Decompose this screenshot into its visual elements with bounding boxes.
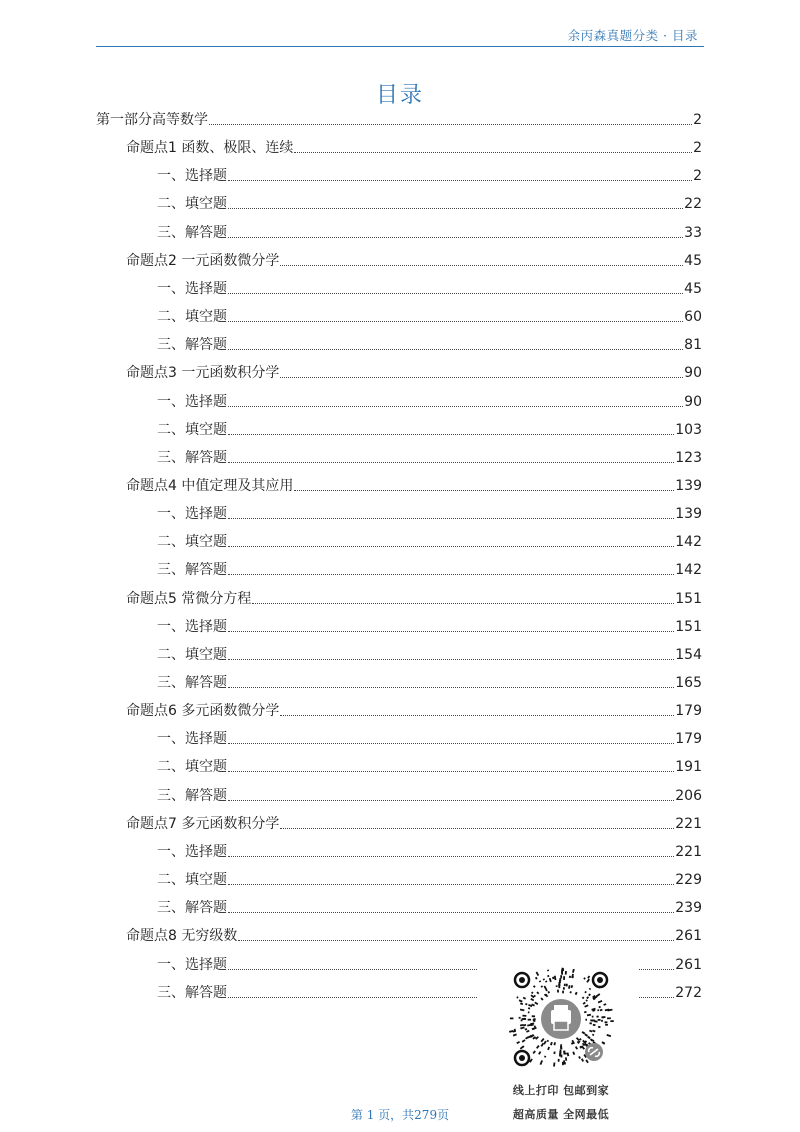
- toc-entry-label: 第一部分高等数学: [96, 112, 208, 128]
- toc-entry-page-tail: [638, 983, 702, 1003]
- toc-part-entry[interactable]: [96, 110, 702, 130]
- toc-entry-page: 90: [684, 393, 702, 410]
- toc-entry-page: 81: [684, 337, 702, 354]
- toc-entry-label: 一、选择题: [157, 393, 227, 410]
- toc-entry-page: 179: [675, 703, 702, 720]
- toc-entry-label: 一、选择题: [157, 731, 227, 748]
- toc-section-entry[interactable]: [157, 166, 702, 186]
- toc-entry-label: 二、填空题: [157, 196, 227, 213]
- toc-leader: [228, 434, 674, 435]
- toc-leader: [228, 800, 674, 801]
- toc-topic-entry[interactable]: [126, 926, 702, 946]
- toc-entry-label: 一、选择题: [157, 618, 227, 635]
- toc-leader: [228, 969, 477, 970]
- toc-entry-label: 命题点1 函数、极限、连续: [126, 140, 294, 157]
- toc-leader: [228, 349, 683, 350]
- toc-leader: [228, 518, 674, 519]
- toc-leader: [228, 574, 674, 575]
- toc-section-entry[interactable]: [157, 757, 702, 777]
- toc-entry-page: 261: [675, 928, 702, 945]
- toc-entry-page: 103: [675, 421, 702, 438]
- toc-leader: [639, 969, 674, 970]
- toc-leader: [280, 828, 674, 829]
- toc-entry-label: 二、填空题: [157, 872, 227, 889]
- toc-leader: [228, 406, 683, 407]
- toc-entry-label: 二、填空题: [157, 421, 227, 438]
- toc-entry-label: 一、选择题: [157, 956, 227, 973]
- toc-leader: [228, 659, 674, 660]
- toc-entry-page: 272: [675, 984, 702, 1001]
- toc-entry-page: 261: [675, 956, 702, 973]
- toc-leader: [228, 997, 477, 998]
- toc-section-entry[interactable]: [157, 504, 702, 524]
- toc-section-entry[interactable]: [157, 673, 702, 693]
- toc-entry-page: 239: [675, 900, 702, 917]
- toc-entry-page: 60: [684, 309, 702, 326]
- toc-topic-entry[interactable]: [126, 701, 702, 721]
- ad-caption-line2: 超高质量 全网最低: [512, 1108, 610, 1121]
- toc-entry-label: 命题点3 一元函数积分学: [126, 365, 280, 382]
- toc-entry-page: 33: [684, 224, 702, 241]
- toc-entry-label: 一、选择题: [157, 168, 227, 185]
- toc-entry-page: 229: [675, 872, 702, 889]
- toc-section-entry[interactable]: [157, 279, 702, 299]
- toc-section-entry[interactable]: [157, 898, 702, 918]
- toc-entry-page: 139: [675, 477, 702, 494]
- toc-topic-entry[interactable]: [126, 814, 702, 834]
- toc-entry-label: 二、填空题: [157, 646, 227, 663]
- toc-entry-page: 45: [684, 280, 702, 297]
- toc-section-entry[interactable]: [157, 645, 702, 665]
- toc-leader: [228, 743, 674, 744]
- toc-entry-label: 三、解答题: [157, 224, 227, 241]
- toc-entry-label: 一、选择题: [157, 843, 227, 860]
- toc-topic-entry[interactable]: [126, 589, 702, 609]
- toc-section-entry[interactable]: [157, 729, 702, 749]
- toc-entry-label: 三、解答题: [157, 984, 227, 1001]
- toc-entry-label: 一、选择题: [157, 506, 227, 523]
- toc-leader: [209, 124, 692, 125]
- toc-section-entry[interactable]: [157, 842, 702, 862]
- qr-code[interactable]: [508, 966, 614, 1072]
- toc-entry-page: 165: [675, 675, 702, 691]
- toc-entry-page: 2: [693, 168, 702, 185]
- header-text: 余丙森真题分类 · 目录: [567, 28, 698, 43]
- toc-leader: [280, 377, 683, 378]
- toc-entry-label: 命题点6 多元函数微分学: [126, 703, 280, 720]
- toc-leader: [639, 997, 674, 998]
- toc-leader: [228, 208, 683, 209]
- toc-section-entry[interactable]: [157, 532, 702, 552]
- toc-entry-page: 45: [684, 252, 702, 269]
- toc-section-entry[interactable]: [157, 870, 702, 890]
- toc-leader: [228, 321, 683, 322]
- toc-entry-page: 22: [684, 196, 702, 213]
- toc-leader: [228, 631, 674, 632]
- toc-leader: [228, 884, 674, 885]
- toc-leader: [228, 237, 683, 238]
- toc-entry-label: 三、解答题: [157, 900, 227, 917]
- toc-entry-page: 179: [675, 731, 702, 748]
- toc-entry-page: 154: [675, 646, 702, 663]
- toc-leader: [228, 771, 674, 772]
- toc-section-entry[interactable]: [157, 955, 478, 975]
- page-footer: 第 1 页，共279页: [350, 1108, 450, 1122]
- toc-entry-label: 三、解答题: [157, 449, 227, 466]
- toc-leader: [228, 462, 674, 463]
- toc-topic-entry[interactable]: [126, 363, 702, 383]
- toc-entry-page: 151: [675, 590, 702, 607]
- toc-entry-page: 123: [675, 449, 702, 466]
- toc-entry-label: 命题点4 中值定理及其应用: [126, 477, 294, 494]
- toc-leader: [280, 265, 683, 266]
- toc-entry-label: 三、解答题: [157, 787, 227, 804]
- toc-entry-label: 一、选择题: [157, 280, 227, 297]
- toc-entry-label: 命题点5 常微分方程: [126, 590, 252, 607]
- ad-caption-line1: 线上打印 包邮到家: [512, 1084, 610, 1097]
- toc-leader: [228, 180, 692, 181]
- toc-entry-page: 2: [693, 140, 702, 157]
- toc-entry-page: 221: [675, 843, 702, 860]
- toc-entry-page-tail: [638, 955, 702, 975]
- toc-section-entry[interactable]: [157, 335, 702, 355]
- toc-section-entry[interactable]: [157, 223, 702, 243]
- toc-leader: [228, 856, 674, 857]
- toc-entry-page: 206: [675, 787, 702, 804]
- toc-leader: [238, 940, 674, 941]
- toc-section-entry[interactable]: [157, 560, 702, 580]
- toc-entry-label: 命题点7 多元函数积分学: [126, 815, 280, 832]
- toc-section-entry[interactable]: [157, 448, 702, 468]
- toc-leader: [294, 152, 692, 153]
- toc-entry-label: 三、解答题: [157, 675, 227, 691]
- toc-section-entry[interactable]: [157, 786, 702, 806]
- toc-leader: [252, 603, 674, 604]
- toc-entry-label: 三、解答题: [157, 562, 227, 579]
- toc-leader: [280, 715, 674, 716]
- toc-section-entry[interactable]: [157, 307, 702, 327]
- page-header: [96, 26, 704, 47]
- toc-leader: [228, 687, 674, 688]
- toc-entry-label: 二、填空题: [157, 534, 227, 551]
- toc-entry-page: 139: [675, 506, 702, 523]
- toc-entry-label: 二、填空题: [157, 309, 227, 326]
- toc-entry-label: 命题点8 无穷级数: [126, 928, 238, 945]
- toc-entry-label: 二、填空题: [157, 759, 227, 776]
- toc-leader: [228, 912, 674, 913]
- toc-leader: [294, 490, 674, 491]
- toc-entry-page: 142: [675, 534, 702, 551]
- toc-section-entry[interactable]: [157, 392, 702, 412]
- toc-entry-page: 90: [684, 365, 702, 382]
- toc-section-entry[interactable]: [157, 420, 702, 440]
- toc-entry-label: 三、解答题: [157, 337, 227, 354]
- toc-entry-page: 2: [693, 112, 702, 128]
- toc-entry-page: 191: [675, 759, 702, 776]
- toc-topic-entry[interactable]: [126, 476, 702, 496]
- toc-topic-entry[interactable]: [126, 138, 702, 158]
- toc-entry-label: 命题点2 一元函数微分学: [126, 252, 280, 269]
- toc-leader: [228, 293, 683, 294]
- toc-section-entry[interactable]: [157, 983, 478, 1003]
- toc-topic-entry[interactable]: [126, 251, 702, 271]
- page-title: 目录: [375, 83, 424, 108]
- toc-section-entry[interactable]: [157, 617, 702, 637]
- toc-entry-page: 221: [675, 815, 702, 832]
- toc-entry-page: 151: [675, 618, 702, 635]
- toc-entry-page: 142: [675, 562, 702, 579]
- toc-leader: [228, 546, 674, 547]
- toc-section-entry[interactable]: [157, 194, 702, 214]
